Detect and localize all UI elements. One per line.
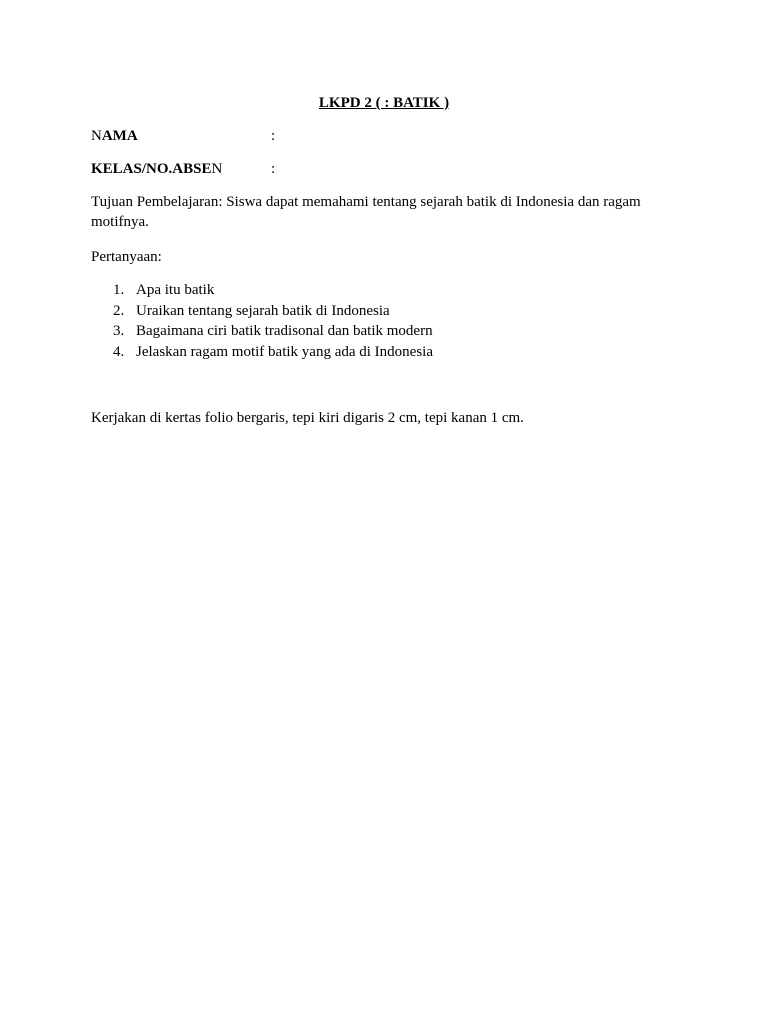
question-item [91,280,691,301]
question-text: Bagaimana ciri batik tradisonal dan batik modern [136,323,433,339]
question-item [91,301,691,322]
field-kelas-label-last: N [211,161,223,177]
question-item [91,321,691,342]
learning-objective: Tujuan Pembelajaran: Siswa dapat memahami tentang sejarah batik di Indonesia dan ragam motifnya. [91,194,641,230]
question-list [91,280,691,362]
field-kelas-label-main: KELAS/NO.ABSE [91,161,212,177]
question-number: 2. [113,302,125,319]
question-number: 1. [113,282,125,298]
field-nama-label-first: N [91,128,102,144]
question-text: Apa itu batik [136,282,215,298]
question-text: Uraikan tentang sejarah batik di Indonesia [136,302,390,319]
field-kelas-colon: : [271,161,276,177]
field-nama [91,126,691,146]
work-instruction: Kerjakan di kertas folio bergaris, tepi kiri digaris 2 cm, tepi kanan 1 cm. [91,410,524,426]
field-nama-label [91,126,138,146]
question-number: 3. [113,323,125,339]
question-number: 4. [113,343,125,360]
field-kelas-label [91,159,222,179]
question-text: Jelaskan ragam motif batik yang ada di Indonesia [136,343,433,360]
field-kelas [91,159,691,179]
field-nama-colon: : [271,128,276,144]
document-title: LKPD 2 ( : BATIK ) [318,95,450,111]
field-nama-label-rest: AMA [101,128,138,144]
question-item [91,342,691,363]
questions-heading: Pertanyaan: [91,249,162,265]
